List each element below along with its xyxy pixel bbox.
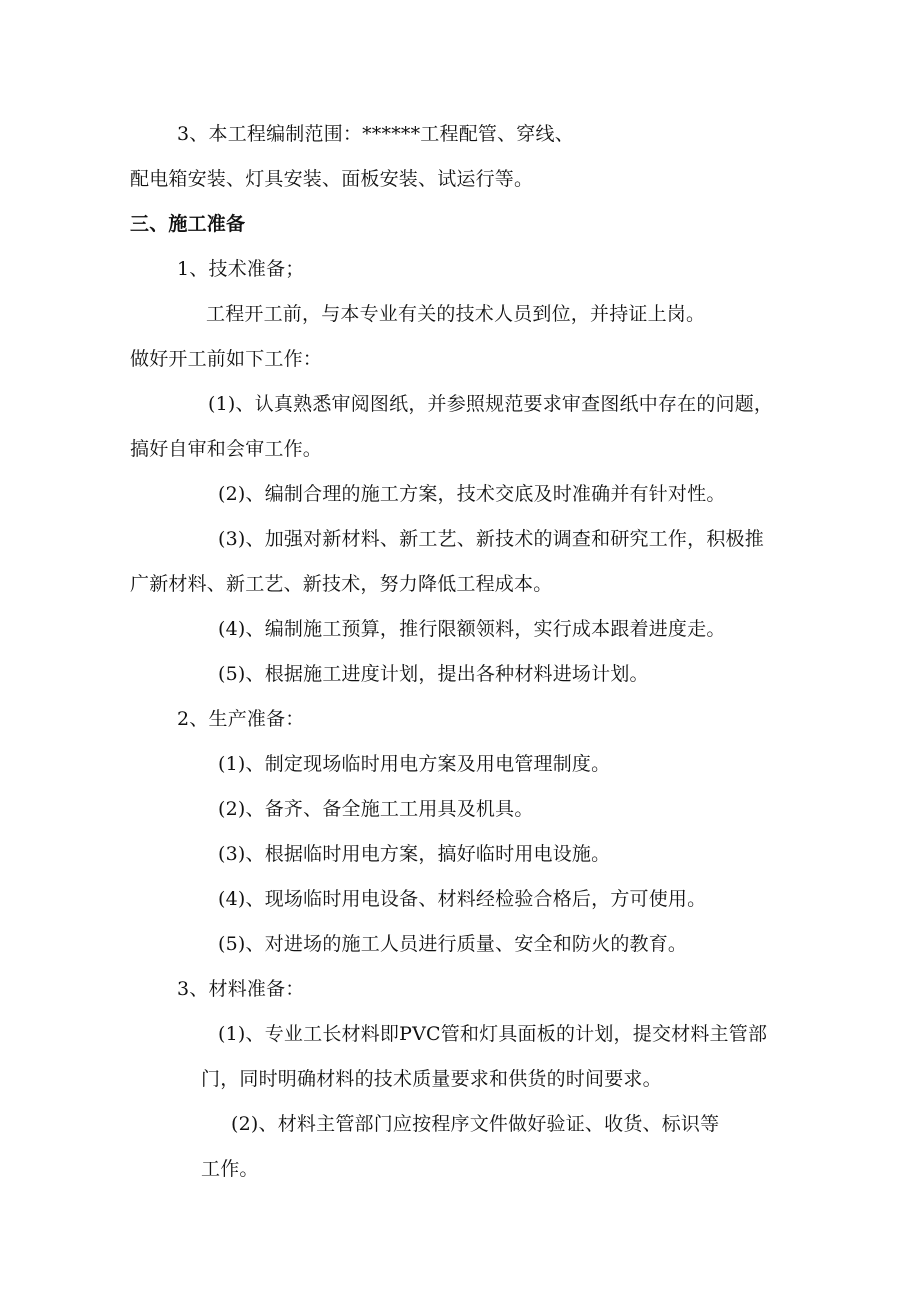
scope-line-2: 配电箱安装、灯具安装、面板安装、试运行等。 bbox=[130, 168, 534, 190]
list-item-mat-2: (2)、材料主管部门应按程序文件做好验证、收货、标识等 bbox=[231, 1113, 720, 1135]
list-item-tech-2: (2)、编制合理的施工方案，技术交底及时准确并有针对性。 bbox=[218, 483, 726, 505]
paragraph-line: 工程开工前，与本专业有关的技术人员到位，并持证上岗。 bbox=[206, 303, 706, 325]
list-item-tech-1: (1)、认真熟悉审阅图纸，并参照规范要求审查图纸中存在的问题， bbox=[208, 393, 774, 415]
list-item-mat-1-cont: 门，同时明确材料的技术质量要求和供货的时间要求。 bbox=[201, 1068, 662, 1090]
list-item-tech-4: (4)、编制施工预算，推行限额领料，实行成本跟着进度走。 bbox=[218, 618, 726, 640]
subheading-material-prep: 3、材料准备： bbox=[177, 978, 305, 1000]
paragraph-line: 做好开工前如下工作： bbox=[130, 348, 323, 370]
list-item-mat-2-cont: 工作。 bbox=[201, 1158, 259, 1180]
list-item-prod-1: (1)、制定现场临时用电方案及用电管理制度。 bbox=[218, 753, 611, 775]
list-item-tech-3: (3)、加强对新材料、新工艺、新技术的调查和研究工作，积极推 bbox=[218, 528, 764, 550]
scope-line-1: 3、本工程编制范围：******工程配管、穿线、 bbox=[177, 123, 574, 145]
section-heading-construction-prep: 三、施工准备 bbox=[130, 213, 246, 235]
list-item-tech-3-cont: 广新材料、新工艺、新技术，努力降低工程成本。 bbox=[130, 573, 553, 595]
list-item-tech-1-cont: 搞好自审和会审工作。 bbox=[130, 438, 323, 460]
list-item-prod-5: (5)、对进场的施工人员进行质量、安全和防火的教育。 bbox=[218, 933, 688, 955]
subheading-technical-prep: 1、技术准备； bbox=[177, 258, 305, 280]
subheading-production-prep: 2、生产准备： bbox=[177, 708, 305, 730]
list-item-tech-5: (5)、根据施工进度计划，提出各种材料进场计划。 bbox=[218, 663, 649, 685]
list-item-prod-3: (3)、根据临时用电方案，搞好临时用电设施。 bbox=[218, 843, 611, 865]
list-item-prod-2: (2)、备齐、备全施工工用具及机具。 bbox=[218, 798, 534, 820]
list-item-prod-4: (4)、现场临时用电设备、材料经检验合格后，方可使用。 bbox=[218, 888, 707, 910]
list-item-mat-1: (1)、专业工长材料即PVC管和灯具面板的计划，提交材料主管部 bbox=[218, 1023, 768, 1045]
